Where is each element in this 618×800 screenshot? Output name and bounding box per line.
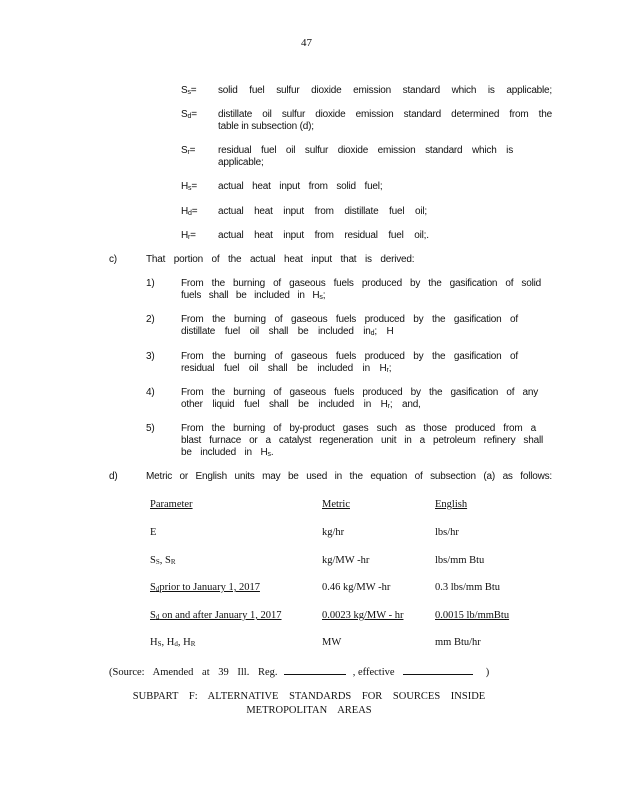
symbol-ss: Ss=	[181, 85, 197, 96]
definition-sd-line2: table in subsection (d);	[218, 121, 314, 132]
definition-sr-line1: residual fuel oil sulfur dioxide emission standard which is	[218, 145, 513, 156]
section-d-intro: Metric or English units may be used in the equation of subsection (a) as follows:	[146, 471, 552, 482]
section-d-label: d)	[109, 471, 118, 482]
row-h-metric: MW	[322, 637, 342, 648]
section-c-label: c)	[109, 254, 117, 265]
definition-sr-line2: applicable;	[218, 157, 264, 168]
section-c-item-4-line1: From the burning of gaseous fuels produced by the gasification of any	[181, 387, 538, 398]
section-c-item-5-line1: From the burning of by-product gases such as those produced from a	[181, 423, 536, 434]
section-c-item-2-line1: From the burning of gaseous fuels produced by the gasification of	[181, 314, 518, 325]
symbol-hs: Hs=	[181, 181, 197, 192]
symbol-sd: Sd=	[181, 109, 197, 120]
row-e-metric: kg/hr	[322, 527, 345, 538]
symbol-sr: Sr=	[181, 145, 196, 156]
section-c-item-5-num: 5)	[146, 423, 155, 434]
row-sd-prior-parameter: Sdprior to January 1, 2017	[150, 582, 260, 593]
row-sd-after-english: 0.0015 lb/mmBtu	[435, 610, 510, 621]
row-sd-prior-english: 0.3 lbs/mm Btu	[435, 582, 501, 593]
row-sd-prior-metric: 0.46 kg/MW -hr	[322, 582, 391, 593]
subpart-heading-line1: SUBPART F: ALTERNATIVE STANDARDS FOR SOURCES INSIDE	[132, 691, 486, 702]
section-c-item-4-num: 4)	[146, 387, 155, 398]
row-s-metric: kg/MW -hr	[322, 555, 370, 566]
symbol-hr: Hr=	[181, 230, 196, 241]
symbol-hd: Hd=	[181, 206, 198, 217]
header-metric: Metric	[322, 499, 350, 510]
section-c-item-1-num: 1)	[146, 278, 155, 289]
section-c-item-3-line1: From the burning of gaseous fuels produced by the gasification of	[181, 351, 518, 362]
definition-ss-line1: solid fuel sulfur dioxide emission standard which is applicable;	[218, 85, 552, 96]
subpart-heading-line2: METROPOLITAN AREAS	[246, 705, 372, 716]
page-number: 47	[301, 37, 312, 49]
source-suffix: )	[485, 667, 490, 678]
definition-hd-line1: actual heat input from distillate fuel oil;	[218, 206, 427, 217]
section-c-item-5-line2: blast furnace or a catalyst regeneration unit in a petroleum refinery shall	[181, 435, 543, 446]
section-c-item-2-num: 2)	[146, 314, 155, 325]
section-c-item-1-line1: From the burning of gaseous fuels produced by the gasification of solid	[181, 278, 541, 289]
row-sd-after-metric: 0.0023 kg/MW - hr	[322, 610, 404, 621]
section-c-intro: That portion of the actual heat input that is derived:	[146, 254, 415, 265]
source-effective-blank	[403, 665, 473, 675]
row-s-parameter: SS, SR	[150, 555, 176, 566]
row-s-english: lbs/mm Btu	[435, 555, 485, 566]
section-c-item-4-line2: other liquid fuel shall be included in Hr; and,	[181, 399, 421, 410]
definition-hr-line1: actual heat input from residual fuel oil;.	[218, 230, 429, 241]
section-c-item-3-line2: residual fuel oil shall be included in Hr;	[181, 363, 392, 374]
definition-hs-line1: actual heat input from solid fuel;	[218, 181, 383, 192]
definition-sd-line1: distillate oil sulfur dioxide emission standard determined from the	[218, 109, 552, 120]
section-c-item-5-line3: be included in Hs.	[181, 447, 274, 458]
section-c-item-1-line2: fuels shall be included in Hs;	[181, 290, 326, 301]
source-line	[109, 665, 489, 678]
header-parameter: Parameter	[150, 499, 193, 510]
section-c-item-2-line2: distillate fuel oil shall be included ind; H	[181, 326, 394, 337]
source-reg-blank	[284, 665, 346, 675]
row-e-english: lbs/hr	[435, 527, 459, 538]
row-sd-after-parameter: Sd on and after January 1, 2017	[150, 610, 282, 621]
row-e-parameter: E	[150, 527, 157, 538]
source-prefix: (Source: Amended at 39 Ill. Reg.	[109, 667, 278, 678]
header-english: English	[435, 499, 468, 510]
source-mid: , effective	[352, 667, 395, 678]
section-c-item-3-num: 3)	[146, 351, 155, 362]
row-h-english: mm Btu/hr	[435, 637, 481, 648]
row-h-parameter: HS, Hd, HR	[150, 637, 196, 648]
